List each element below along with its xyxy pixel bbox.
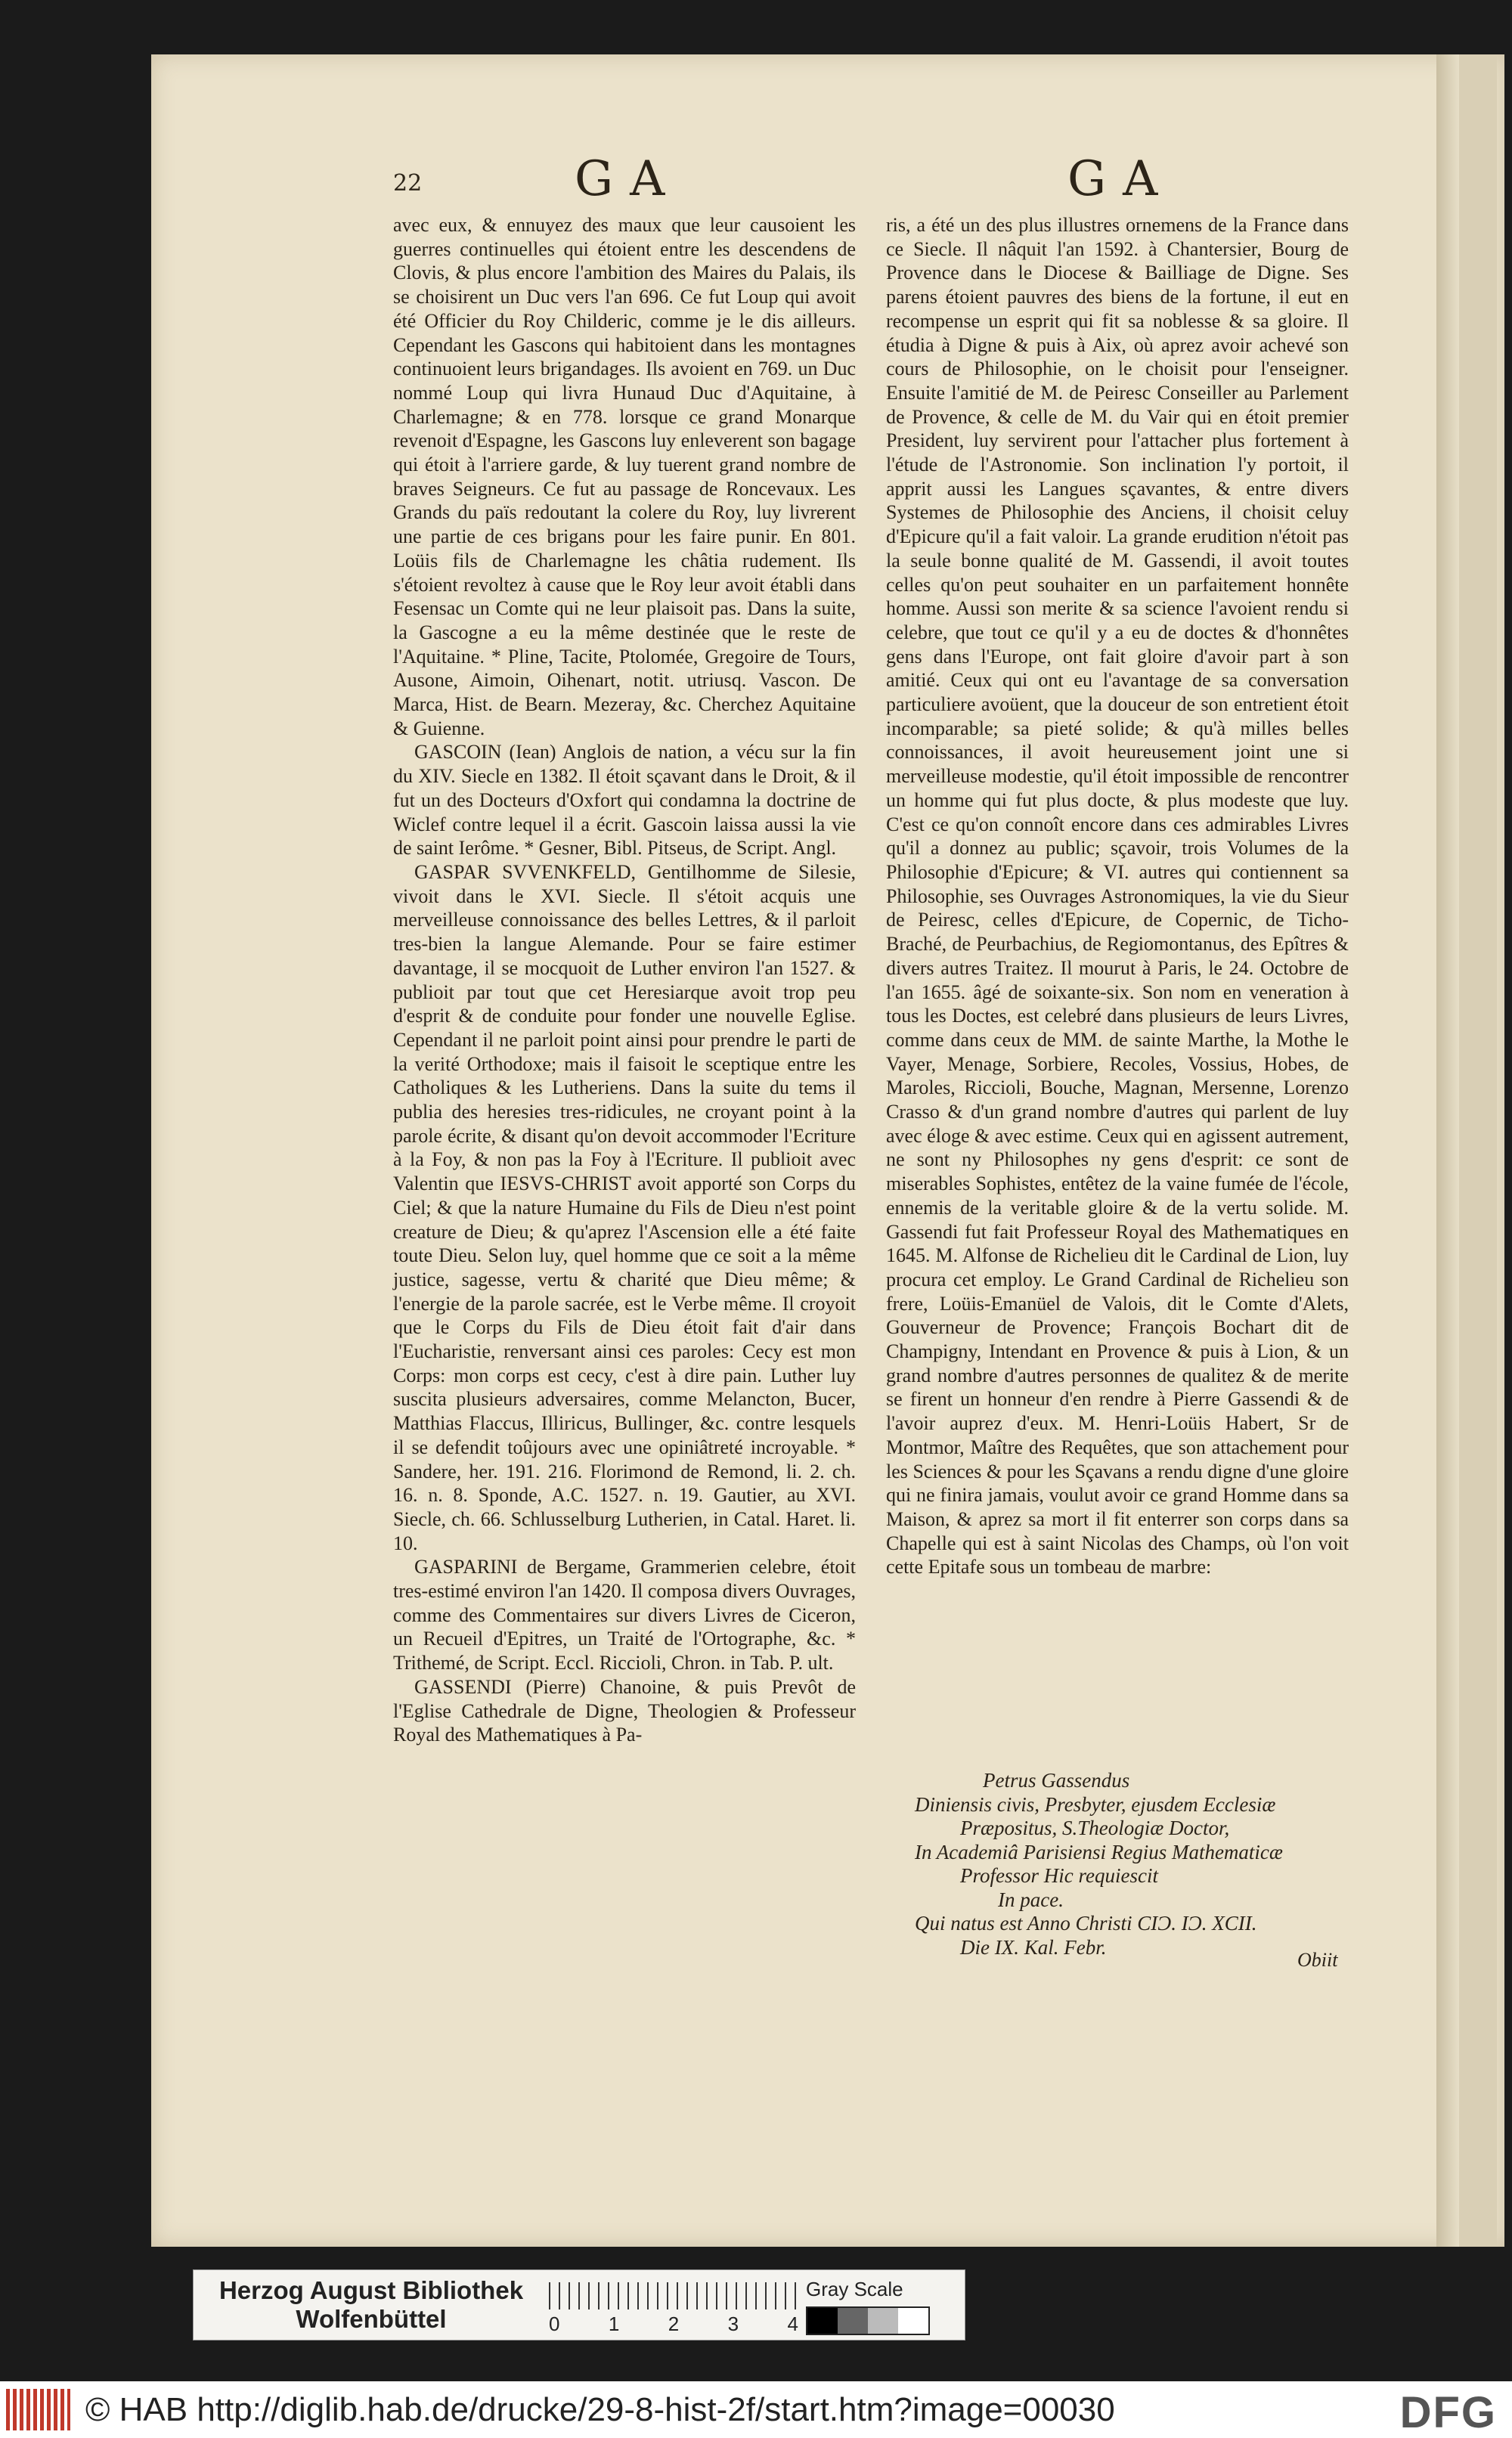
page-number: 22 bbox=[393, 170, 423, 197]
epitaph-line: Professor Hic requiescit bbox=[960, 1864, 1158, 1887]
gray-scale-label: Gray Scale bbox=[806, 2278, 903, 2300]
library-color-scale-label bbox=[193, 2269, 965, 2340]
library-name-line1: Herzog August Bibliothek bbox=[218, 2276, 524, 2304]
scale-ticks bbox=[549, 2282, 798, 2309]
entry-gassendi-start: GASSENDI (Pierre) Chanoine, & puis Prevôt de l'Eglise Cathedrale de Digne, Theologien & Professeur Royal des Mathematiques à Pa- bbox=[393, 1675, 856, 1746]
scale-number: 4 bbox=[787, 2313, 798, 2335]
epitaph-line: In pace. bbox=[998, 1888, 1064, 1911]
epitaph-line: Petrus Gassendus bbox=[983, 1769, 1130, 1792]
gray-scale-bar bbox=[806, 2306, 930, 2335]
footer-bar bbox=[0, 2381, 1512, 2438]
running-head-right: GA bbox=[1067, 151, 1175, 207]
scale-number: 0 bbox=[549, 2313, 560, 2335]
dfg-logo: DFG bbox=[1399, 2388, 1497, 2437]
epitaph-line: Die IX. Kal. Febr. bbox=[960, 1935, 1107, 1959]
scale-number: 1 bbox=[608, 2313, 620, 2335]
epitaph-line: Præpositus, S.Theologiæ Doctor, bbox=[960, 1817, 1230, 1839]
epitaph-line: Diniensis civis, Presbyter, ejusdem Ecclesiæ bbox=[915, 1792, 1276, 1816]
entry-gassendi-continued: ris, a été un des plus illustres ornemens de la France dans ce Siecle. Il nâquit l'an 1592. à Chantersier, Bourg de Provence dans le Diocese & Bailliage de Digne. Ses parens étoient pauvres des biens de la fortune, il eut en recompense un esprit qui fit sa noblesse & sa gloire. Il étudia à Digne & puis à Aix, où aprez avoir achevé son cours de Philosophie, on le choisit pour l'enseigner. Ensuite l'amitié de M. de Peiresc Conseiller au Parlement de Provence, & celle de M. du Vair qui en étoit premier President, luy servirent pour l'attacher plus fortement à l'étude de l'Astronomie. Son inclination l'y portoit, il apprit aussi les Langues sçavantes, & entre divers Systemes de Philosophie des Anciens, il choisit celuy d'Epicure qu'il a fait valoir. La grande erudition n'étoit pas la seule bonne qualité de M. Gassendi, il avoit toutes celles qu'on peut souhaiter en un parfaitement honnête homme. Aussi son merite & sa science l'avoient rendu si celebre, que tout ce qu'il y a eu de doctes & d'honnêtes gens dans l'Europe, ont fait gloire d'avoir part à son amitié. Ceux qui ont eu l'avantage de sa conversation particuliere avoüent, que la douceur de son entretient étoit incomparable; sa pieté solide; & qu'à milles belles connoissances, il avoit heureusement joint une si merveilleuse modestie, qu'il étoit impossible de rencontrer un homme qui fut plus docte, & plus modeste que luy. C'est ce qu'on connoît encore dans ces admirables Livres qu'il a donnez au public; sçavoir, trois Volumes de la Philosophie d'Epicure; & VI. autres qui contiennent sa Philosophie, ses Ouvrages Astronomiques, la vie du Sieur de Peiresc, celles d'Epicure, de Copernic, de Ticho-Braché, de Peurbachius, de Regiomontanus, des Epîtres & divers autres Traitez. Il mourut à Paris, le 24. Octobre de l'an 1655. âgé de soixante-six. Son nom en veneration à tous les Doctes, est celebré dans plusieurs de leurs Livres, comme dans ceux de MM. de sainte Marthe, la Mothe le Vayer, Menage, Sorbiere, Recoles, Vossius, Hobes, de Maroles, Riccioli, Bouche, Magnan, Mersenne, Lorenzo Crasso & d'un grand nombre d'autres qui parlent de luy avec éloge & avec estime. Ceux qui en agissent autrement, ne sont ny Philosophes ny gens d'esprit: ce sont de miserables Sophistes, entêtez de la vaine fumée de l'école, ennemis de la veritable gloire & de la vertu solide. M. Gassendi fut fait Professeur Royal des Mathematiques en 1645. M. Alfonse de Richelieu dit le Cardinal de Lion, luy procura cet employ. Le Grand Cardinal de Richelieu son frere, Loüis-Emanüel de Valois, dit le Comte d'Alets, Gouverneur de Provence; François Bochart dit de Champigny, Intendant en Provence & puis à Lion, & un grand nombre d'autres personnes de qualitez & de merite se firent un honneur d'en rendre à Pierre Gassendi & de l'avoir auprez d'eux. M. Henri-Loüis Habert, Sr de Montmor, Maître des Requêtes, que son attachement pour les Sciences & pour les Sçavans a rendu digne d'une gloire qui ne finira jamais, voulut avoir ce grand Homme dans sa Maison, & aprez sa mort il fit enterrer son corps dans sa Chapelle qui est à saint Nicolas des Champs, où l'on voit cette Epitafe sous un tombeau de marbre: bbox=[886, 214, 1349, 1578]
entry-gasparini: GASPARINI de Bergame, Grammerien celebre, étoit tres-estimé environ l'an 1420. Il composa divers Ouvrages, comme des Commentaires sur divers Livres de Ciceron, un Recueil d'Epitres, un Traité de l'Ortographe, &c. * Trithemé, de Script. Eccl. Riccioli, Chron. in Tab. P. ult. bbox=[393, 1556, 856, 1674]
paragraph-gascogne-end: avec eux, & ennuyez des maux que leur causoient les guerres continuelles qui étoient entre les descendens de Clovis, & plus encore l'ambition des Maires du Palais, ils se choisirent un Duc vers l'an 696. Ce fut Loup qui avoit été Officier du Roy Childeric, comme je le dis ailleurs. Cependant les Gascons qui habitoient dans les montagnes continuoient leurs brigandages. Ils avoient en 769. un Duc nommé Loup qui livra Hunaud Duc d'Aquitaine, à Charlemagne; & en 778. lorsque ce grand Monarque revenoit d'Espagne, les Gascons luy enleverent son bagage qui étoit à l'arriere garde, & luy tuerent grand nombre de braves Seigneurs. Ce fut au passage de Roncevaux. Les Grands du païs redoutant la colere du Roy, luy livrerent une partie de ces brigans pour les faire punir. En 801. Loüis fils de Charlemagne les châtia rudement. Ils s'étoient revoltez à cause que le Roy leur avoit établi dans Fesensac un Comte qui ne leur plaisoit pas. Dans la suite, la Gascogne a eu la même destinée que le reste de l'Aquitaine. * Pline, Tacite, Ptolomée, Gregoire de Tours, Ausone, Aimoin, Oihenart, notit. utriusq. Vascon. De Marca, Hist. de Bearn. Mezeray, &c. Cherchez Aquitaine & Guienne. bbox=[393, 214, 856, 739]
left-column bbox=[393, 213, 856, 1747]
page-edge bbox=[1459, 54, 1497, 2247]
right-column bbox=[886, 213, 1349, 1579]
page-gutter bbox=[1436, 54, 1459, 2247]
epitaph-line: In Academiâ Parisiensi Regius Mathematicæ bbox=[915, 1840, 1283, 1863]
library-name-line2: Wolfenbüttel bbox=[296, 2305, 447, 2333]
running-head-left: GA bbox=[575, 151, 682, 207]
footer-url[interactable]: © HAB http://diglib.hab.de/drucke/29-8-hist-2f/start.htm?image=00030 bbox=[85, 2390, 1115, 2428]
hab-logo-icon bbox=[6, 2389, 70, 2430]
measurement-scale bbox=[549, 2275, 798, 2335]
gray-scale bbox=[798, 2275, 950, 2335]
library-name bbox=[194, 2276, 549, 2334]
entry-gaspar-svvenkfeld: GASPAR SVVENKFELD, Gentilhomme de Silesie, vivoit dans le XVI. Siecle. Il s'étoit acquis une merveilleuse connoissance des belles Lettres, & il parloit tres-bien la langue Alemande. Pour se faire estimer davantage, il se mocquoit de Luther environ l'an 1527. & publioit par tout que cet Heresiarque avoit trop peu d'esprit & de conduite pour fonder une nouvelle Eglise. Cependant il ne parloit point ainsi pour prendre le parti de la verité Orthodoxe; mais il faisoit le sceptique entre les Catholiques & les Lutheriens. Dans la suite du tems il publia des heresies tres-ridicules, ne croyant point à la parole écrite, & disant qu'on devoit accommoder l'Ecriture à la Foy, & non pas la Foy à l'Ecriture. Il publioit avec Valentin que IESVS-CHRIST avoit apporté son Corps du Ciel; & que la nature Humaine du Fils de Dieu n'est point creature de Dieu; & qu'aprez l'Ascension elle a été faite toute Dieu. Selon luy, quel homme que ce soit a la même justice, sagesse, vertu & charité que Dieu même; & l'energie de la parole sacrée, est le Verbe même. Il croyoit que le Corps du Fils de Dieu étoit fait d'air dans l'Eucharistie, renversant ainsi ces paroles: Cecy est mon Corps: mon corps est cecy, c'est à dire pain. Luther luy suscita plusieurs adversaires, comme Melancton, Bucer, Matthias Flaccus, Illiricus, Bullinger, &c. contre lesquels il se defendit toûjours avec une opiniâtreté incroyable. * Sandere, her. 191. 216. Florimond de Remond, li. 2. ch. 16. n. 8. Sponde, A.C. 1527. n. 19. Gautier, au XVI. Siecle, ch. 66. Schlusselburg Lutherien, in Catal. Haret. li. 10. bbox=[393, 860, 856, 1554]
catchword: Obiit bbox=[1297, 1949, 1338, 1971]
entry-gascoin: GASCOIN (Iean) Anglois de nation, a vécu sur la fin du XIV. Siecle en 1382. Il étoit sçavant dans le Droit, & il fut un des Docteurs d'Oxfort qui condamna la doctrine de Wiclef contre lequel il a écrit. Gascoin laissa aussi la vie de saint Ierôme. * Gesner, Bibl. Pitseus, de Script. Angl. bbox=[393, 741, 856, 860]
epitaph bbox=[900, 1769, 1353, 1959]
scale-number: 2 bbox=[668, 2313, 680, 2335]
epitaph-line: Qui natus est Anno Christi CIƆ. IƆ. XCII. bbox=[915, 1912, 1257, 1935]
scale-number: 3 bbox=[727, 2313, 739, 2335]
